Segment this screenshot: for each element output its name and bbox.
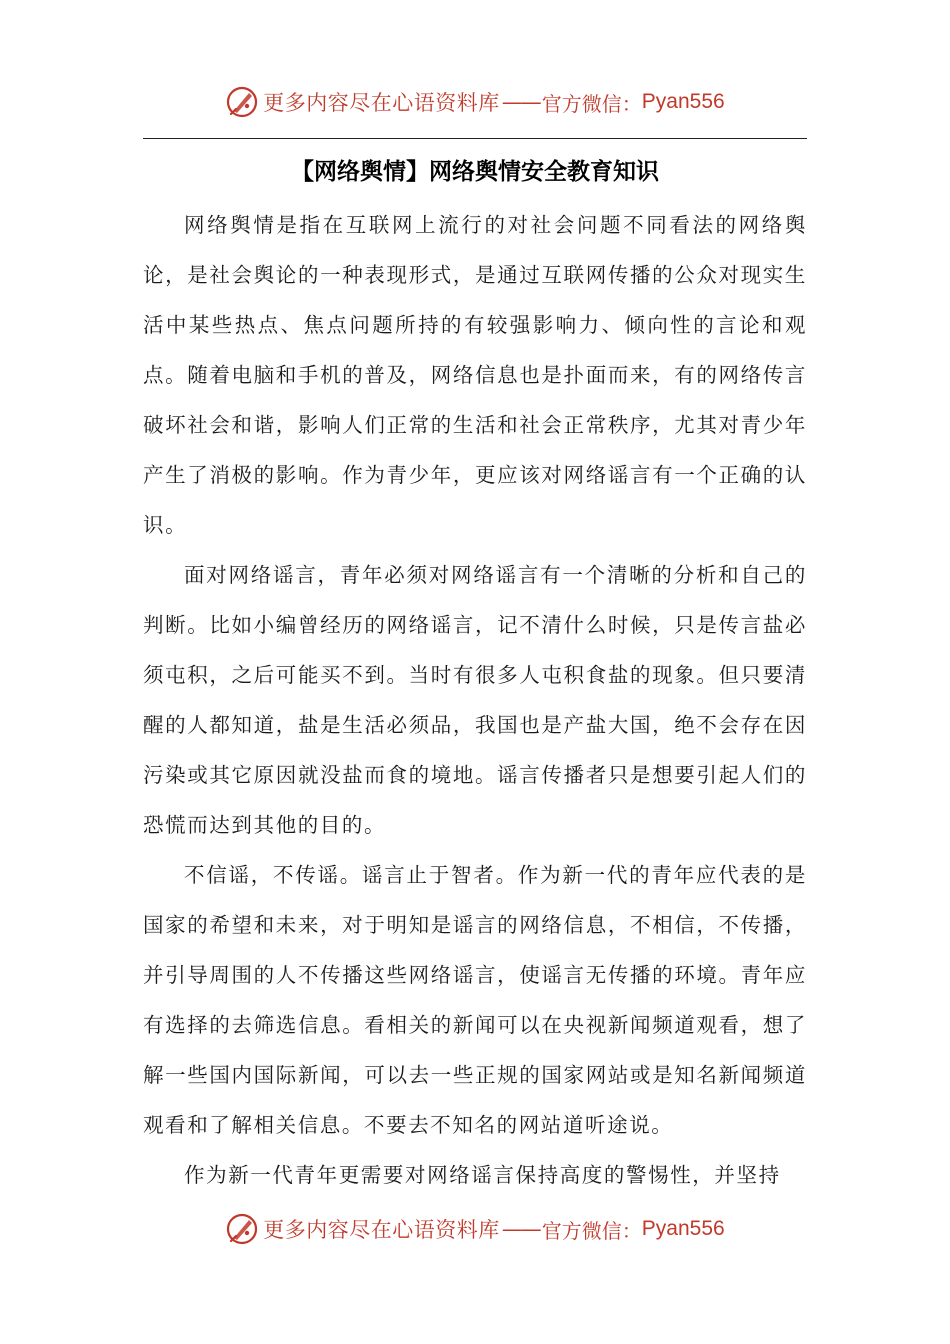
quill-logo-icon xyxy=(225,1212,259,1246)
paragraph-2: 面对网络谣言，青年必须对网络谣言有一个清晰的分析和自己的判断。比如小编曾经历的网络谣言，记不清什么时候，只是传言盐必须屯积，之后可能买不到。当时有很多人屯积食盐的现象。但只要清醒的人都知道，盐是生活必须品，我国也是产盐大国，绝不会存在因污染或其它原因就没盐而食的境地。谣言传播者只是想要引起人们的恐慌而达到其他的目的。 xyxy=(143,563,807,837)
quill-logo-icon xyxy=(225,85,259,119)
paragraph-3: 不信谣，不传谣。谣言止于智者。作为新一代的青年应代表的是国家的希望和未来，对于明知是谣言的网络信息，不相信，不传播，并引导周围的人不传播这些网络谣言，使谣言无传播的环境。青年应有选择的去筛选信息。看相关的新闻可以在央视新闻频道观看，想了解一些国内国际新闻，可以去一些正规的国家网站或是知名新闻频道观看和了解相关信息。不要去不知名的网站道听途说。 xyxy=(143,863,807,1137)
document-title: 【网络舆情】网络舆情安全教育知识 xyxy=(291,159,659,185)
header-divider xyxy=(143,138,807,139)
document-body xyxy=(143,200,807,1200)
footer-site-name: 更多内容尽在心语资料库 xyxy=(263,1218,500,1242)
footer-wechat-label: 官方微信： xyxy=(541,1218,642,1243)
banner-dash: —— xyxy=(501,90,540,114)
footer-wechat-id: Pyan556 xyxy=(641,1217,725,1240)
footer-banner xyxy=(0,1209,950,1249)
banner-wechat-id: Pyan556 xyxy=(641,90,725,113)
banner-site-name: 更多内容尽在心语资料库 xyxy=(263,91,500,115)
header-banner xyxy=(0,82,950,122)
paragraph-4: 作为新一代青年更需要对网络谣言保持高度的警惕性，并坚持 xyxy=(184,1163,781,1187)
paragraph-1: 网络舆情是指在互联网上流行的对社会问题不同看法的网络舆论，是社会舆论的一种表现形式，是通过互联网传播的公众对现实生活中某些热点、焦点问题所持的有较强影响力、倾向性的言论和观点。随着电脑和手机的普及，网络信息也是扑面而来，有的网络传言破坏社会和谐，影响人们正常的生活和社会正常秩序，尤其对青少年产生了消极的影响。作为青少年，更应该对网络谣言有一个正确的认识。 xyxy=(143,213,807,537)
footer-dash: —— xyxy=(501,1217,540,1241)
banner-wechat-label: 官方微信： xyxy=(541,91,642,116)
